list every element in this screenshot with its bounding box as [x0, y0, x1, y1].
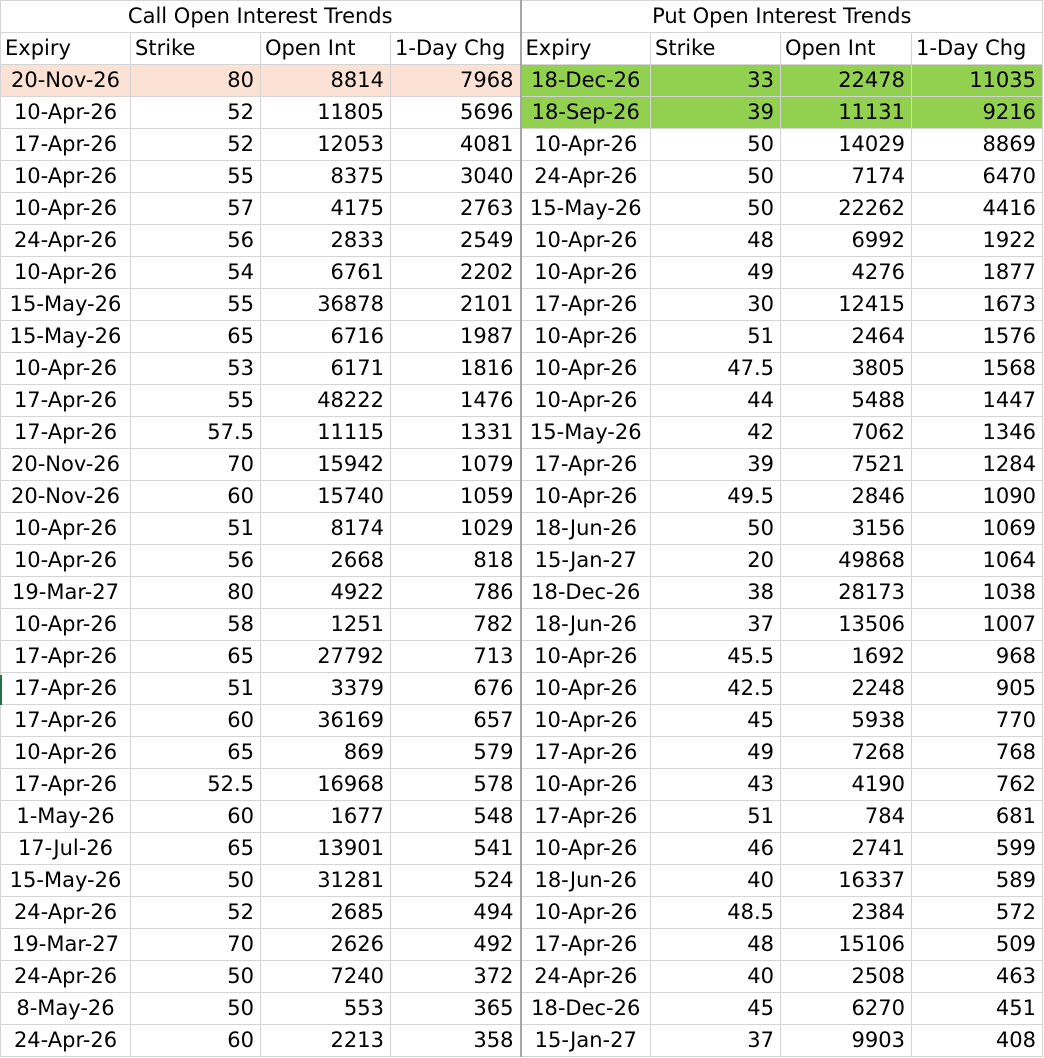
- put-open-int-cell[interactable]: 16337: [781, 865, 912, 897]
- call-strike-cell[interactable]: 52: [131, 129, 261, 161]
- put-strike-cell[interactable]: 47.5: [651, 353, 781, 385]
- table-row: [1, 641, 1043, 673]
- table-row: [1, 833, 1043, 865]
- put-open-int-cell[interactable]: 2846: [781, 481, 912, 513]
- call-day-change-cell[interactable]: 713: [391, 641, 521, 673]
- put-strike-cell[interactable]: 43: [651, 769, 781, 801]
- put-open-int-cell[interactable]: 5488: [781, 385, 912, 417]
- table-row: [1, 129, 1043, 161]
- call-day-change-cell[interactable]: 1331: [391, 417, 521, 449]
- put-strike-header[interactable]: Strike: [651, 33, 781, 65]
- put-open-int-cell[interactable]: 6270: [781, 993, 912, 1025]
- put-day-change-cell[interactable]: 1090: [912, 481, 1043, 513]
- call-strike-cell[interactable]: 54: [131, 257, 261, 289]
- put-day-change-cell[interactable]: 572: [912, 897, 1043, 929]
- call-expiry-header[interactable]: Expiry: [1, 33, 131, 65]
- put-day-change-cell[interactable]: 1346: [912, 417, 1043, 449]
- call-open-int-cell[interactable]: 4922: [261, 577, 391, 609]
- call-expiry-cell[interactable]: 19-Mar-27: [1, 577, 131, 609]
- call-open-int-header[interactable]: Open Int: [261, 33, 391, 65]
- put-day-change-cell[interactable]: 463: [912, 961, 1043, 993]
- put-day-change-cell[interactable]: 1447: [912, 385, 1043, 417]
- put-expiry-cell[interactable]: 10-Apr-26: [521, 769, 651, 801]
- put-expiry-cell[interactable]: 17-Apr-26: [521, 289, 651, 321]
- call-expiry-cell[interactable]: 17-Jul-26: [1, 833, 131, 865]
- call-day-change-cell[interactable]: 358: [391, 1025, 521, 1057]
- put-day-change-cell[interactable]: 1038: [912, 577, 1043, 609]
- put-expiry-cell[interactable]: 18-Jun-26: [521, 865, 651, 897]
- put-strike-cell[interactable]: 51: [651, 801, 781, 833]
- call-day-change-cell[interactable]: 3040: [391, 161, 521, 193]
- call-open-int-cell[interactable]: 8174: [261, 513, 391, 545]
- call-open-int-cell[interactable]: 4175: [261, 193, 391, 225]
- column-header-row: [1, 33, 1043, 65]
- put-strike-cell[interactable]: 50: [651, 129, 781, 161]
- put-day-change-header[interactable]: 1-Day Chg: [912, 33, 1043, 65]
- put-open-int-cell[interactable]: 4190: [781, 769, 912, 801]
- put-day-change-cell[interactable]: 1673: [912, 289, 1043, 321]
- put-open-int-cell[interactable]: 49868: [781, 545, 912, 577]
- row-selection-marker: [0, 675, 2, 705]
- data-rows: [1, 65, 1043, 1057]
- call-expiry-cell[interactable]: 20-Nov-26: [1, 481, 131, 513]
- call-strike-cell[interactable]: 55: [131, 289, 261, 321]
- table-row: [1, 289, 1043, 321]
- call-open-int-cell[interactable]: 16968: [261, 769, 391, 801]
- put-expiry-cell[interactable]: 24-Apr-26: [521, 161, 651, 193]
- call-open-int-cell[interactable]: 1677: [261, 801, 391, 833]
- call-strike-cell[interactable]: 70: [131, 929, 261, 961]
- call-day-change-cell[interactable]: 578: [391, 769, 521, 801]
- put-day-change-cell[interactable]: 905: [912, 673, 1043, 705]
- call-day-change-cell[interactable]: 1029: [391, 513, 521, 545]
- call-open-int-cell[interactable]: 48222: [261, 385, 391, 417]
- call-open-int-cell[interactable]: 8375: [261, 161, 391, 193]
- call-expiry-cell[interactable]: 24-Apr-26: [1, 225, 131, 257]
- put-expiry-cell[interactable]: 10-Apr-26: [521, 353, 651, 385]
- put-expiry-cell[interactable]: 15-May-26: [521, 417, 651, 449]
- call-open-int-cell[interactable]: 2668: [261, 545, 391, 577]
- table-row: [1, 449, 1043, 481]
- call-open-int-cell[interactable]: 12053: [261, 129, 391, 161]
- table-row: [1, 257, 1043, 289]
- table-row: [1, 705, 1043, 737]
- call-open-int-cell[interactable]: 27792: [261, 641, 391, 673]
- table-row: [1, 801, 1043, 833]
- table-row: [1, 961, 1043, 993]
- call-expiry-cell[interactable]: 17-Apr-26: [1, 385, 131, 417]
- put-strike-cell[interactable]: 20: [651, 545, 781, 577]
- put-open-int-header[interactable]: Open Int: [781, 33, 912, 65]
- table-row: [1, 225, 1043, 257]
- put-day-change-cell[interactable]: 6470: [912, 161, 1043, 193]
- table-row: [1, 609, 1043, 641]
- call-open-int-cell[interactable]: 2213: [261, 1025, 391, 1057]
- call-strike-cell[interactable]: 53: [131, 353, 261, 385]
- call-expiry-cell[interactable]: 19-Mar-27: [1, 929, 131, 961]
- call-day-change-cell[interactable]: 4081: [391, 129, 521, 161]
- put-strike-cell[interactable]: 49.5: [651, 481, 781, 513]
- call-expiry-cell[interactable]: 10-Apr-26: [1, 353, 131, 385]
- call-open-int-cell[interactable]: 1251: [261, 609, 391, 641]
- put-expiry-cell[interactable]: 10-Apr-26: [521, 705, 651, 737]
- put-day-change-cell[interactable]: 11035: [912, 65, 1043, 97]
- put-expiry-cell[interactable]: 15-May-26: [521, 193, 651, 225]
- put-expiry-cell[interactable]: 17-Apr-26: [521, 801, 651, 833]
- call-expiry-cell[interactable]: 10-Apr-26: [1, 193, 131, 225]
- table-row: [1, 481, 1043, 513]
- call-open-int-cell[interactable]: 2626: [261, 929, 391, 961]
- call-strike-cell[interactable]: 65: [131, 833, 261, 865]
- call-day-change-cell[interactable]: 492: [391, 929, 521, 961]
- table-row: [1, 545, 1043, 577]
- put-day-change-cell[interactable]: 408: [912, 1025, 1043, 1057]
- put-strike-cell[interactable]: 30: [651, 289, 781, 321]
- call-strike-cell[interactable]: 51: [131, 513, 261, 545]
- table-row: [1, 897, 1043, 929]
- call-strike-cell[interactable]: 58: [131, 609, 261, 641]
- put-open-int-cell[interactable]: 28173: [781, 577, 912, 609]
- table-row: [1, 417, 1043, 449]
- call-strike-cell[interactable]: 65: [131, 321, 261, 353]
- call-open-int-cell[interactable]: 8814: [261, 65, 391, 97]
- table-row: [1, 577, 1043, 609]
- put-day-change-cell[interactable]: 1568: [912, 353, 1043, 385]
- call-strike-cell[interactable]: 60: [131, 481, 261, 513]
- put-day-change-cell[interactable]: 1069: [912, 513, 1043, 545]
- put-open-int-cell[interactable]: 784: [781, 801, 912, 833]
- put-day-change-cell[interactable]: 1877: [912, 257, 1043, 289]
- put-expiry-cell[interactable]: 18-Jun-26: [521, 609, 651, 641]
- put-open-int-cell[interactable]: 5938: [781, 705, 912, 737]
- call-open-int-cell[interactable]: 6761: [261, 257, 391, 289]
- put-strike-cell[interactable]: 44: [651, 385, 781, 417]
- call-day-change-cell[interactable]: 2763: [391, 193, 521, 225]
- call-day-change-cell[interactable]: 365: [391, 993, 521, 1025]
- put-strike-cell[interactable]: 33: [651, 65, 781, 97]
- table-row: [1, 673, 1043, 705]
- put-strike-cell[interactable]: 51: [651, 321, 781, 353]
- put-open-int-cell[interactable]: 22478: [781, 65, 912, 97]
- call-section-title[interactable]: Call Open Interest Trends: [1, 1, 521, 33]
- call-strike-cell[interactable]: 50: [131, 993, 261, 1025]
- put-open-int-cell[interactable]: 2248: [781, 673, 912, 705]
- put-expiry-cell[interactable]: 10-Apr-26: [521, 385, 651, 417]
- call-strike-cell[interactable]: 56: [131, 545, 261, 577]
- put-expiry-cell[interactable]: 10-Apr-26: [521, 897, 651, 929]
- table-row: [1, 769, 1043, 801]
- put-strike-cell[interactable]: 48.5: [651, 897, 781, 929]
- call-open-int-cell[interactable]: 11805: [261, 97, 391, 129]
- put-strike-cell[interactable]: 50: [651, 193, 781, 225]
- call-day-change-cell[interactable]: 1987: [391, 321, 521, 353]
- call-strike-cell[interactable]: 52: [131, 97, 261, 129]
- call-strike-cell[interactable]: 60: [131, 801, 261, 833]
- call-day-change-cell[interactable]: 579: [391, 737, 521, 769]
- call-open-int-cell[interactable]: 3379: [261, 673, 391, 705]
- put-expiry-cell[interactable]: 10-Apr-26: [521, 673, 651, 705]
- put-day-change-cell[interactable]: 681: [912, 801, 1043, 833]
- put-strike-cell[interactable]: 40: [651, 865, 781, 897]
- call-strike-cell[interactable]: 55: [131, 161, 261, 193]
- call-strike-cell[interactable]: 51: [131, 673, 261, 705]
- call-strike-cell[interactable]: 65: [131, 641, 261, 673]
- put-open-int-cell[interactable]: 1692: [781, 641, 912, 673]
- table-row: [1, 865, 1043, 897]
- table-row: [1, 513, 1043, 545]
- put-open-int-cell[interactable]: 3805: [781, 353, 912, 385]
- put-open-int-cell[interactable]: 7174: [781, 161, 912, 193]
- put-expiry-cell[interactable]: 17-Apr-26: [521, 929, 651, 961]
- put-expiry-cell[interactable]: 17-Apr-26: [521, 449, 651, 481]
- call-strike-cell[interactable]: 52: [131, 897, 261, 929]
- put-strike-cell[interactable]: 42.5: [651, 673, 781, 705]
- call-expiry-cell[interactable]: 24-Apr-26: [1, 1025, 131, 1057]
- call-expiry-cell[interactable]: 10-Apr-26: [1, 609, 131, 641]
- call-strike-cell[interactable]: 55: [131, 385, 261, 417]
- call-day-change-cell[interactable]: 541: [391, 833, 521, 865]
- put-strike-cell[interactable]: 45.5: [651, 641, 781, 673]
- call-strike-cell[interactable]: 56: [131, 225, 261, 257]
- call-expiry-cell[interactable]: 17-Apr-26: [1, 769, 131, 801]
- call-expiry-cell[interactable]: 15-May-26: [1, 865, 131, 897]
- call-expiry-cell[interactable]: 17-Apr-26: [1, 417, 131, 449]
- put-expiry-cell[interactable]: 10-Apr-26: [521, 257, 651, 289]
- section-title-row: [1, 1, 1043, 33]
- put-day-change-cell[interactable]: 1576: [912, 321, 1043, 353]
- table-row: [1, 161, 1043, 193]
- table-row: [1, 353, 1043, 385]
- table-row: [1, 737, 1043, 769]
- put-day-change-cell[interactable]: 1064: [912, 545, 1043, 577]
- call-open-int-cell[interactable]: 869: [261, 737, 391, 769]
- call-open-int-cell[interactable]: 36878: [261, 289, 391, 321]
- call-day-change-cell[interactable]: 2202: [391, 257, 521, 289]
- put-strike-cell[interactable]: 46: [651, 833, 781, 865]
- put-strike-cell[interactable]: 37: [651, 1025, 781, 1057]
- call-strike-cell[interactable]: 50: [131, 865, 261, 897]
- put-open-int-cell[interactable]: 7521: [781, 449, 912, 481]
- put-day-change-cell[interactable]: 509: [912, 929, 1043, 961]
- put-expiry-header[interactable]: Expiry: [521, 33, 651, 65]
- put-strike-cell[interactable]: 38: [651, 577, 781, 609]
- call-expiry-cell[interactable]: 10-Apr-26: [1, 513, 131, 545]
- put-expiry-cell[interactable]: 18-Dec-26: [521, 577, 651, 609]
- call-day-change-cell[interactable]: 782: [391, 609, 521, 641]
- put-day-change-cell[interactable]: 451: [912, 993, 1043, 1025]
- call-expiry-cell[interactable]: 17-Apr-26: [1, 673, 131, 705]
- put-strike-cell[interactable]: 39: [651, 449, 781, 481]
- put-strike-cell[interactable]: 40: [651, 961, 781, 993]
- call-expiry-cell[interactable]: 17-Apr-26: [1, 641, 131, 673]
- put-open-int-cell[interactable]: 2384: [781, 897, 912, 929]
- call-expiry-cell[interactable]: 24-Apr-26: [1, 897, 131, 929]
- call-day-change-cell[interactable]: 657: [391, 705, 521, 737]
- call-open-int-cell[interactable]: 6171: [261, 353, 391, 385]
- call-open-int-cell[interactable]: 15740: [261, 481, 391, 513]
- put-expiry-cell[interactable]: 10-Apr-26: [521, 225, 651, 257]
- call-strike-cell[interactable]: 65: [131, 737, 261, 769]
- put-open-int-cell[interactable]: 2508: [781, 961, 912, 993]
- call-expiry-cell[interactable]: 20-Nov-26: [1, 65, 131, 97]
- call-day-change-cell[interactable]: 1476: [391, 385, 521, 417]
- call-expiry-cell[interactable]: 10-Apr-26: [1, 545, 131, 577]
- put-open-int-cell[interactable]: 3156: [781, 513, 912, 545]
- put-day-change-cell[interactable]: 1007: [912, 609, 1043, 641]
- put-open-int-cell[interactable]: 7268: [781, 737, 912, 769]
- put-expiry-cell[interactable]: 15-Jan-27: [521, 545, 651, 577]
- call-day-change-cell[interactable]: 818: [391, 545, 521, 577]
- put-strike-cell[interactable]: 42: [651, 417, 781, 449]
- call-strike-cell[interactable]: 80: [131, 577, 261, 609]
- put-day-change-cell[interactable]: 768: [912, 737, 1043, 769]
- call-open-int-cell[interactable]: 2833: [261, 225, 391, 257]
- put-expiry-cell[interactable]: 17-Apr-26: [521, 737, 651, 769]
- call-open-int-cell[interactable]: 6716: [261, 321, 391, 353]
- put-strike-cell[interactable]: 39: [651, 97, 781, 129]
- put-expiry-cell[interactable]: 18-Dec-26: [521, 993, 651, 1025]
- call-strike-cell[interactable]: 80: [131, 65, 261, 97]
- put-open-int-cell[interactable]: 11131: [781, 97, 912, 129]
- put-expiry-cell[interactable]: 18-Jun-26: [521, 513, 651, 545]
- put-day-change-cell[interactable]: 1922: [912, 225, 1043, 257]
- call-expiry-cell[interactable]: 24-Apr-26: [1, 961, 131, 993]
- put-open-int-cell[interactable]: 22262: [781, 193, 912, 225]
- call-expiry-cell[interactable]: 10-Apr-26: [1, 161, 131, 193]
- put-strike-cell[interactable]: 50: [651, 513, 781, 545]
- put-strike-cell[interactable]: 50: [651, 161, 781, 193]
- call-strike-header[interactable]: Strike: [131, 33, 261, 65]
- put-day-change-cell[interactable]: 762: [912, 769, 1043, 801]
- call-expiry-cell[interactable]: 10-Apr-26: [1, 257, 131, 289]
- call-day-change-cell[interactable]: 1816: [391, 353, 521, 385]
- put-expiry-cell[interactable]: 18-Dec-26: [521, 65, 651, 97]
- put-open-int-cell[interactable]: 7062: [781, 417, 912, 449]
- put-expiry-cell[interactable]: 24-Apr-26: [521, 961, 651, 993]
- call-expiry-cell[interactable]: 10-Apr-26: [1, 97, 131, 129]
- put-open-int-cell[interactable]: 4276: [781, 257, 912, 289]
- put-day-change-cell[interactable]: 8869: [912, 129, 1043, 161]
- call-day-change-cell[interactable]: 494: [391, 897, 521, 929]
- call-expiry-cell[interactable]: 15-May-26: [1, 321, 131, 353]
- put-open-int-cell[interactable]: 14029: [781, 129, 912, 161]
- put-open-int-cell[interactable]: 2464: [781, 321, 912, 353]
- put-expiry-cell[interactable]: 10-Apr-26: [521, 481, 651, 513]
- call-strike-cell[interactable]: 60: [131, 705, 261, 737]
- call-open-int-cell[interactable]: 11115: [261, 417, 391, 449]
- call-expiry-cell[interactable]: 8-May-26: [1, 993, 131, 1025]
- put-open-int-cell[interactable]: 15106: [781, 929, 912, 961]
- call-open-int-cell[interactable]: 553: [261, 993, 391, 1025]
- call-day-change-cell[interactable]: 372: [391, 961, 521, 993]
- call-strike-cell[interactable]: 52.5: [131, 769, 261, 801]
- call-day-change-cell[interactable]: 676: [391, 673, 521, 705]
- put-day-change-cell[interactable]: 9216: [912, 97, 1043, 129]
- call-day-change-cell[interactable]: 548: [391, 801, 521, 833]
- call-expiry-cell[interactable]: 10-Apr-26: [1, 737, 131, 769]
- put-strike-cell[interactable]: 45: [651, 705, 781, 737]
- call-day-change-cell[interactable]: 5696: [391, 97, 521, 129]
- call-expiry-cell[interactable]: 15-May-26: [1, 289, 131, 321]
- call-open-int-cell[interactable]: 36169: [261, 705, 391, 737]
- table-row: [1, 65, 1043, 97]
- call-open-int-cell[interactable]: 15942: [261, 449, 391, 481]
- put-strike-cell[interactable]: 37: [651, 609, 781, 641]
- call-expiry-cell[interactable]: 17-Apr-26: [1, 129, 131, 161]
- call-strike-cell[interactable]: 60: [131, 1025, 261, 1057]
- call-expiry-cell[interactable]: 20-Nov-26: [1, 449, 131, 481]
- put-open-int-cell[interactable]: 6992: [781, 225, 912, 257]
- call-strike-cell[interactable]: 57: [131, 193, 261, 225]
- table-row: [1, 385, 1043, 417]
- put-day-change-cell[interactable]: 1284: [912, 449, 1043, 481]
- put-strike-cell[interactable]: 48: [651, 225, 781, 257]
- put-day-change-cell[interactable]: 589: [912, 865, 1043, 897]
- call-open-int-cell[interactable]: 7240: [261, 961, 391, 993]
- call-day-change-cell[interactable]: 524: [391, 865, 521, 897]
- put-strike-cell[interactable]: 48: [651, 929, 781, 961]
- put-day-change-cell[interactable]: 599: [912, 833, 1043, 865]
- call-strike-cell[interactable]: 70: [131, 449, 261, 481]
- call-open-int-cell[interactable]: 31281: [261, 865, 391, 897]
- call-open-int-cell[interactable]: 2685: [261, 897, 391, 929]
- call-expiry-cell[interactable]: 1-May-26: [1, 801, 131, 833]
- table-row: [1, 1025, 1043, 1057]
- table-row: [1, 97, 1043, 129]
- call-strike-cell[interactable]: 57.5: [131, 417, 261, 449]
- put-open-int-cell[interactable]: 13506: [781, 609, 912, 641]
- call-day-change-header[interactable]: 1-Day Chg: [391, 33, 521, 65]
- call-expiry-cell[interactable]: 17-Apr-26: [1, 705, 131, 737]
- put-open-int-cell[interactable]: 2741: [781, 833, 912, 865]
- put-strike-cell[interactable]: 49: [651, 257, 781, 289]
- put-expiry-cell[interactable]: 18-Sep-26: [521, 97, 651, 129]
- call-open-int-cell[interactable]: 13901: [261, 833, 391, 865]
- table-row: [1, 193, 1043, 225]
- put-section-title[interactable]: Put Open Interest Trends: [521, 1, 1043, 33]
- put-expiry-cell[interactable]: 10-Apr-26: [521, 321, 651, 353]
- call-day-change-cell[interactable]: 1059: [391, 481, 521, 513]
- put-open-int-cell[interactable]: 9903: [781, 1025, 912, 1057]
- table-row: [1, 929, 1043, 961]
- put-expiry-cell[interactable]: 10-Apr-26: [521, 129, 651, 161]
- put-day-change-cell[interactable]: 968: [912, 641, 1043, 673]
- call-day-change-cell[interactable]: 1079: [391, 449, 521, 481]
- call-day-change-cell[interactable]: 2101: [391, 289, 521, 321]
- put-expiry-cell[interactable]: 10-Apr-26: [521, 641, 651, 673]
- put-strike-cell[interactable]: 49: [651, 737, 781, 769]
- call-day-change-cell[interactable]: 7968: [391, 65, 521, 97]
- table-row: [1, 321, 1043, 353]
- put-open-int-cell[interactable]: 12415: [781, 289, 912, 321]
- call-day-change-cell[interactable]: 2549: [391, 225, 521, 257]
- put-expiry-cell[interactable]: 10-Apr-26: [521, 833, 651, 865]
- put-day-change-cell[interactable]: 4416: [912, 193, 1043, 225]
- put-day-change-cell[interactable]: 770: [912, 705, 1043, 737]
- table-row: [1, 993, 1043, 1025]
- call-day-change-cell[interactable]: 786: [391, 577, 521, 609]
- put-strike-cell[interactable]: 45: [651, 993, 781, 1025]
- call-strike-cell[interactable]: 50: [131, 961, 261, 993]
- put-expiry-cell[interactable]: 15-Jan-27: [521, 1025, 651, 1057]
